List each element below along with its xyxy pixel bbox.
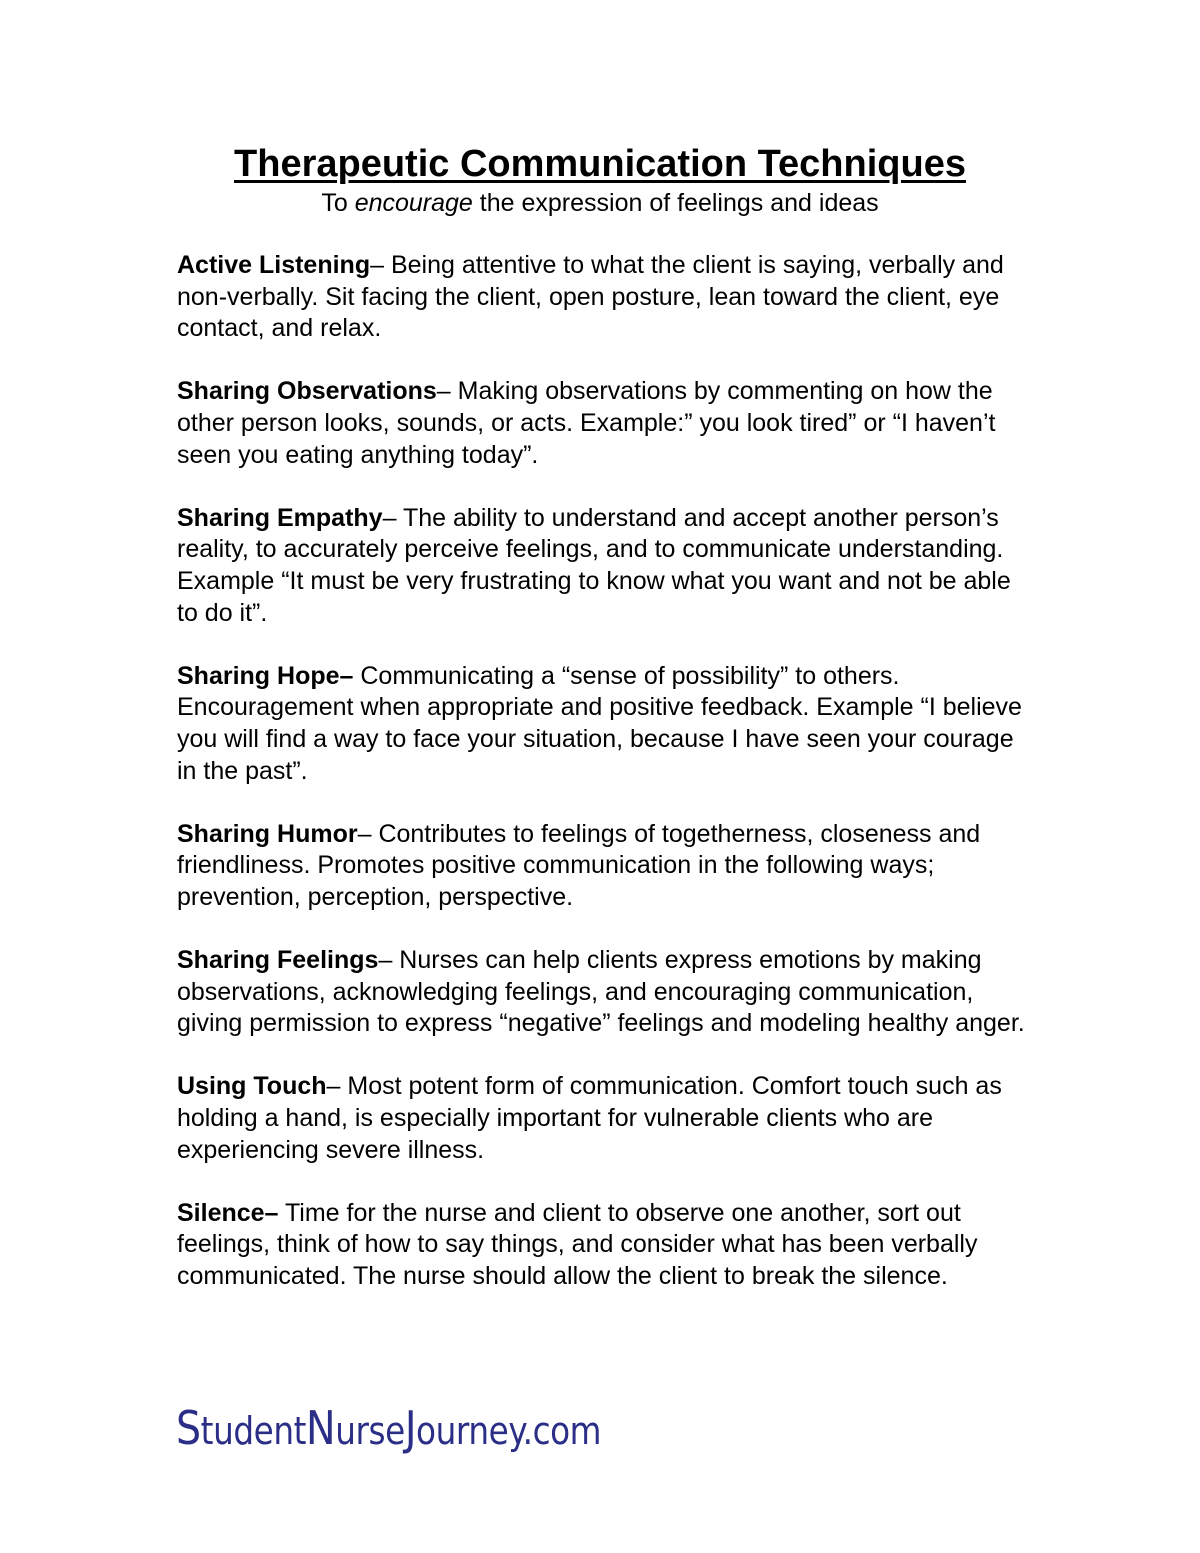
technique-description: Contributes to feelings of togetherness, closeness and friendliness. Promotes positive communication in the following ways; prevention, perception, perspective. xyxy=(177,819,981,911)
technique-term: Silence– xyxy=(177,1198,279,1227)
technique-term: Active Listening xyxy=(177,251,371,279)
technique-description: Communicating a “sense of possibility” to others. Encouragement when appropriate and positive feedback. Example “I believe you will find a way to face your situation, because I have seen your courage in the past”. xyxy=(177,661,1022,785)
technique-description: Being attentive to what the client is saying, verbally and non-verbally. Sit facing the client, open posture, lean toward the client, eye contact, and relax. xyxy=(177,251,1004,343)
technique-sharing-feelings xyxy=(177,945,1037,1040)
subtitle-emphasis: encourage xyxy=(354,189,473,217)
technique-separator: – xyxy=(378,946,400,975)
technique-using-touch xyxy=(177,1071,1037,1166)
technique-term: Sharing Feelings xyxy=(177,946,379,975)
technique-description: Making observations by commenting on how the other person looks, sounds, or acts. Example:” you look tired” or “I haven’t seen you eating anything today”. xyxy=(177,377,996,469)
technique-term: Sharing Empathy xyxy=(177,503,383,532)
technique-separator: – xyxy=(326,1072,348,1101)
technique-term: Sharing Observations xyxy=(177,377,437,406)
technique-sharing-hope xyxy=(177,661,1037,787)
page-title: Therapeutic Communication Techniques xyxy=(234,143,966,185)
subtitle-prefix: To xyxy=(321,189,355,217)
technique-separator: – xyxy=(382,503,403,532)
technique-list xyxy=(177,250,1037,1324)
page-subtitle xyxy=(0,187,1200,219)
technique-separator: – xyxy=(357,819,379,848)
technique-term: Sharing Hope– xyxy=(177,661,354,690)
technique-description: Most potent form of communication. Comfort touch such as holding a hand, is especially important for vulnerable clients who are experiencing severe illness. xyxy=(177,1072,1002,1164)
technique-separator: – xyxy=(436,377,458,406)
site-logo: StudentNurseJourney.com xyxy=(176,1401,602,1455)
technique-description: Nurses can help clients express emotions by making observations, acknowledging feelings, and encouraging communication, giving permission to express “negative” feelings and modeling healthy anger. xyxy=(177,946,1025,1038)
technique-sharing-humor xyxy=(177,819,1037,914)
technique-sharing-observations xyxy=(177,376,1037,471)
technique-description: The ability to understand and accept another person’s reality, to accurately perceive feelings, and to communicate understanding. Example “It must be very frustrating to know what you want and not be able to do it”. xyxy=(177,503,1011,627)
technique-separator: – xyxy=(370,251,391,279)
technique-term: Sharing Humor xyxy=(177,819,358,848)
technique-sharing-empathy xyxy=(177,503,1037,629)
technique-silence xyxy=(177,1198,1037,1293)
technique-description: Time for the nurse and client to observe one another, sort out feelings, think of how to say things, and consider what has been verbally communicated. The nurse should allow the client to break the silence. xyxy=(177,1198,978,1290)
technique-active-listening xyxy=(177,250,1037,345)
subtitle-suffix: the expression of feelings and ideas xyxy=(472,189,879,217)
technique-term: Using Touch xyxy=(177,1072,327,1101)
